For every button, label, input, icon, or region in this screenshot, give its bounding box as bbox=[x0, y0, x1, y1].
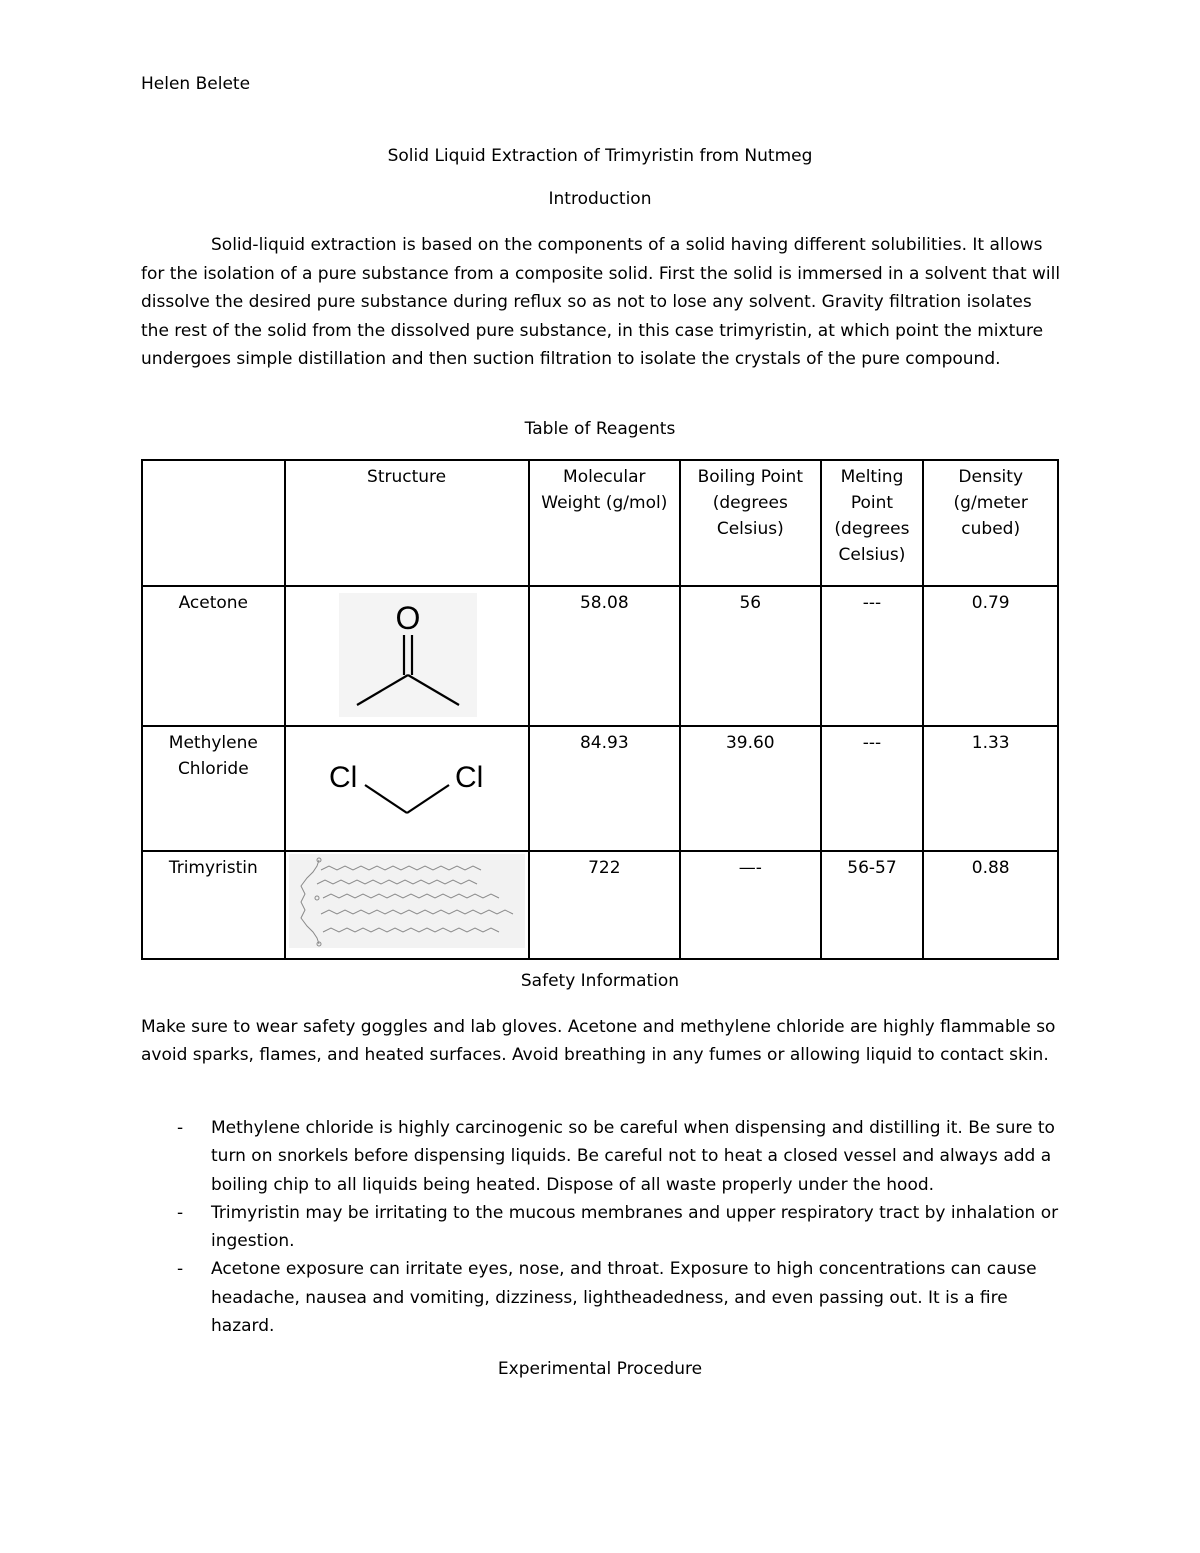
introduction-text: Solid-liquid extraction is based on the components of a solid having different solubilities. It allows for the isolation of a pure substance from a composite solid. First the solid is immersed in a solvent that will dissolve the desired pure substance during reflux so as not to lose any solvent. Gravity filtration isolates the rest of the solid from the dissolved pure substance, in this case trimyristin, at which point the mixture undergoes simple distillation and then suction filtration to isolate the crystals of the pure compound. bbox=[141, 235, 1061, 369]
header-melting-point: Melting Point (degrees Celsius) bbox=[821, 460, 924, 586]
boiling-point-value: 56 bbox=[680, 586, 821, 726]
introduction-heading: Introduction bbox=[548, 189, 652, 209]
boiling-point-value: 39.60 bbox=[680, 726, 821, 851]
bullet-text: Methylene chloride is highly carcinogenic so be careful when dispensing and distilling it. Be sure to turn on snorkels before dispensing liquids. Be careful not to heat a closed vessel and always add a boiling chip to all liquids being heated. Dispose of all waste properly under the hood. bbox=[211, 1118, 1055, 1195]
table-title: Table of Reagents bbox=[524, 419, 676, 439]
density-value: 1.33 bbox=[923, 726, 1058, 851]
reagent-name: Methylene Chloride bbox=[142, 726, 285, 851]
trimyristin-structure-image bbox=[287, 852, 527, 950]
header-structure: Structure bbox=[285, 460, 529, 586]
safety-paragraph: Make sure to wear safety goggles and lab gloves. Acetone and methylene chloride are highly flammable so avoid sparks, flames, and heated surfaces. Avoid breathing in any fumes or allowing liquid to contact skin. bbox=[141, 1017, 1056, 1065]
right-cl-bond bbox=[407, 785, 449, 813]
molecular-weight-value: 722 bbox=[529, 851, 680, 959]
header-blank bbox=[142, 460, 285, 586]
chlorine-label-left: Cl bbox=[328, 761, 357, 794]
melting-point-value: --- bbox=[821, 586, 924, 726]
table-row bbox=[142, 586, 1058, 726]
boiling-point-value: —- bbox=[680, 851, 821, 959]
bullet-dash: - bbox=[177, 1118, 184, 1138]
density-value: 0.88 bbox=[923, 851, 1058, 959]
header-boiling-point: Boiling Point (degrees Celsius) bbox=[680, 460, 821, 586]
safety-heading: Safety Information bbox=[520, 971, 680, 991]
melting-point-value: --- bbox=[821, 726, 924, 851]
bullet-dash: - bbox=[177, 1202, 184, 1223]
list-item bbox=[141, 1114, 1061, 1199]
density-value: 0.79 bbox=[923, 586, 1058, 726]
list-item bbox=[141, 1199, 1061, 1256]
reagent-name: Trimyristin bbox=[142, 851, 285, 959]
reagent-name: Acetone bbox=[142, 586, 285, 726]
safety-bullet-list bbox=[141, 1114, 1061, 1340]
bullet-text: Trimyristin may be irritating to the mucous membranes and upper respiratory tract by inhalation or ingestion. bbox=[211, 1202, 1059, 1252]
header-density: Density (g/meter cubed) bbox=[923, 460, 1058, 586]
reagents-table bbox=[141, 459, 1059, 960]
molecular-weight-value: 58.08 bbox=[529, 586, 680, 726]
acetone-structure-image bbox=[287, 587, 527, 717]
author-name: Helen Belete bbox=[141, 74, 251, 94]
chlorine-label-right: Cl bbox=[454, 761, 483, 794]
methylene-chloride-structure-image bbox=[287, 727, 527, 842]
bullet-text: Acetone exposure can irritate eyes, nose, and throat. Exposure to high concentrations can cause headache, nausea and vomiting, dizziness, lightheadedness, and even passing out. It is a fire hazard. bbox=[211, 1259, 1037, 1337]
melting-point-value: 56-57 bbox=[821, 851, 924, 959]
header-molecular-weight: Molecular Weight (g/mol) bbox=[529, 460, 680, 586]
methylene-chloride-structure bbox=[285, 726, 529, 851]
document-title: Solid Liquid Extraction of Trimyristin from Nutmeg bbox=[387, 146, 813, 166]
acetone-structure bbox=[285, 586, 529, 726]
molecular-weight-value: 84.93 bbox=[529, 726, 680, 851]
list-item bbox=[141, 1255, 1061, 1340]
introduction-paragraph bbox=[141, 231, 1061, 374]
trimyristin-structure bbox=[285, 851, 529, 959]
table-row bbox=[142, 726, 1058, 851]
oxygen-label: O bbox=[395, 600, 421, 636]
table-header-row bbox=[142, 460, 1058, 586]
table-row bbox=[142, 851, 1058, 959]
bullet-dash: - bbox=[177, 1259, 184, 1280]
procedure-heading: Experimental Procedure bbox=[497, 1359, 703, 1379]
left-cl-bond bbox=[365, 785, 407, 813]
